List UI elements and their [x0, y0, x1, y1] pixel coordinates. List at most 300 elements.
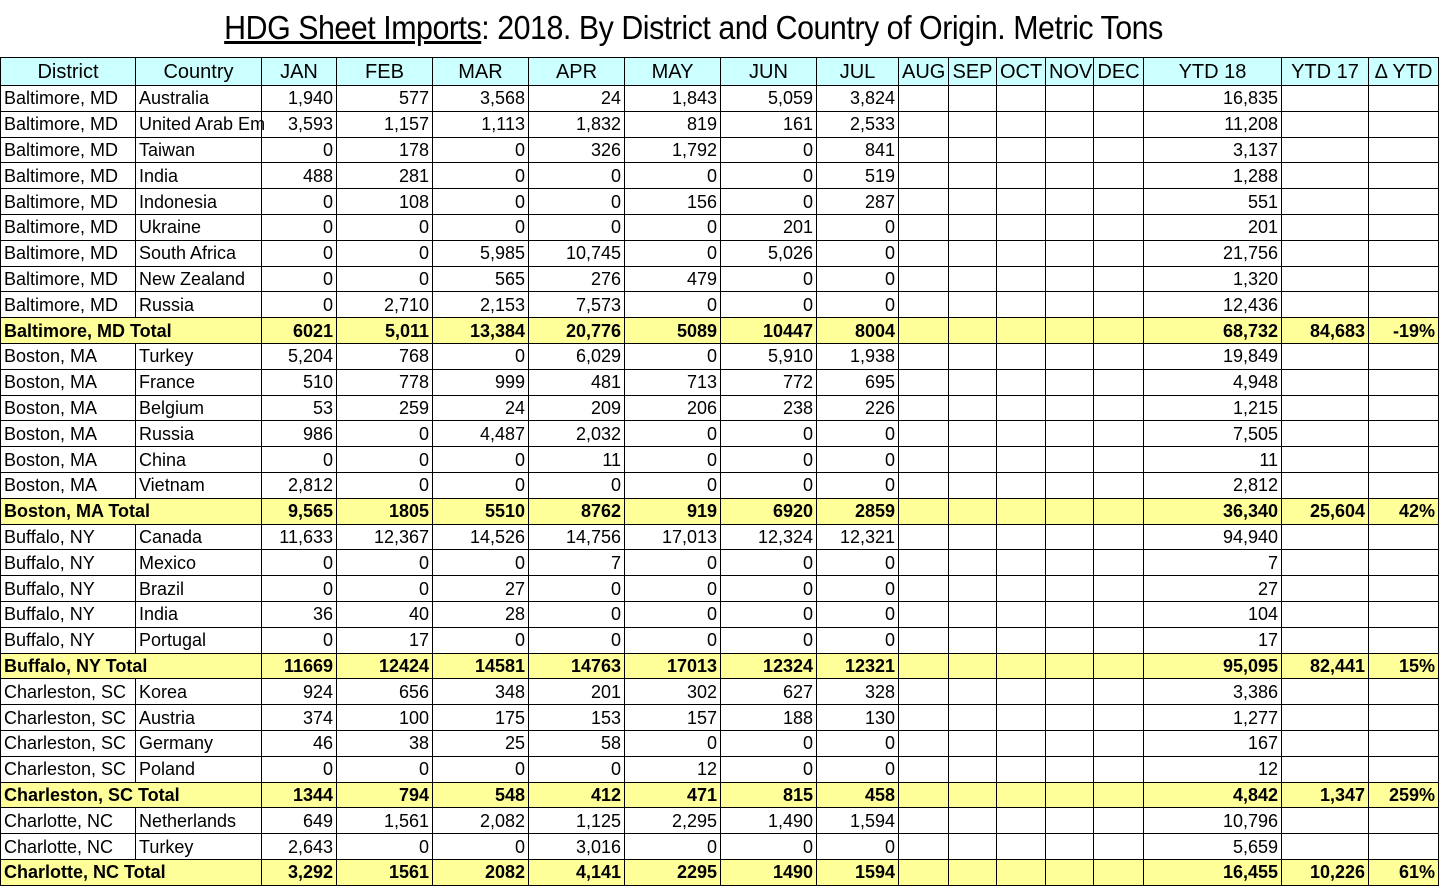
value-cell[interactable]	[899, 627, 949, 653]
value-cell[interactable]: 924	[262, 679, 337, 705]
value-cell[interactable]: 5,204	[262, 343, 337, 369]
value-cell[interactable]: 551	[1144, 189, 1282, 215]
value-cell[interactable]: 565	[433, 266, 529, 292]
value-cell[interactable]: 0	[817, 730, 899, 756]
value-cell[interactable]	[1282, 240, 1369, 266]
value-cell[interactable]: 0	[721, 163, 817, 189]
value-cell[interactable]	[949, 318, 997, 344]
value-cell[interactable]: 0	[625, 343, 721, 369]
value-cell[interactable]	[1094, 86, 1144, 112]
country-cell[interactable]: Germany	[136, 730, 262, 756]
value-cell[interactable]	[997, 189, 1046, 215]
value-cell[interactable]: 0	[433, 343, 529, 369]
value-cell[interactable]: 188	[721, 705, 817, 731]
value-cell[interactable]	[1046, 756, 1094, 782]
value-cell[interactable]: 2,153	[433, 292, 529, 318]
value-cell[interactable]: 1490	[721, 859, 817, 885]
country-cell[interactable]: Taiwan	[136, 137, 262, 163]
value-cell[interactable]: 0	[337, 550, 433, 576]
value-cell[interactable]	[899, 601, 949, 627]
value-cell[interactable]: 0	[529, 627, 625, 653]
value-cell[interactable]	[997, 86, 1046, 112]
value-cell[interactable]	[1094, 834, 1144, 860]
value-cell[interactable]: 695	[817, 369, 899, 395]
value-cell[interactable]	[1369, 576, 1439, 602]
value-cell[interactable]: 0	[262, 137, 337, 163]
value-cell[interactable]: 0	[433, 550, 529, 576]
value-cell[interactable]: 94,940	[1144, 524, 1282, 550]
value-cell[interactable]: 656	[337, 679, 433, 705]
value-cell[interactable]: 348	[433, 679, 529, 705]
value-cell[interactable]: 0	[262, 576, 337, 602]
value-cell[interactable]	[1282, 679, 1369, 705]
value-cell[interactable]: 12424	[337, 653, 433, 679]
value-cell[interactable]	[1094, 859, 1144, 885]
value-cell[interactable]: 104	[1144, 601, 1282, 627]
value-cell[interactable]: 3,824	[817, 86, 899, 112]
value-cell[interactable]: 0	[721, 601, 817, 627]
column-header[interactable]: OCT	[997, 58, 1046, 86]
value-cell[interactable]: 0	[337, 240, 433, 266]
value-cell[interactable]	[1282, 189, 1369, 215]
country-cell[interactable]: New Zealand	[136, 266, 262, 292]
value-cell[interactable]	[1369, 292, 1439, 318]
total-label-cell[interactable]: Baltimore, MD Total	[1, 318, 262, 344]
value-cell[interactable]: 1805	[337, 498, 433, 524]
value-cell[interactable]	[997, 318, 1046, 344]
value-cell[interactable]	[997, 395, 1046, 421]
value-cell[interactable]: 0	[625, 730, 721, 756]
value-cell[interactable]	[1369, 343, 1439, 369]
value-cell[interactable]	[1282, 730, 1369, 756]
value-cell[interactable]: 226	[817, 395, 899, 421]
column-header[interactable]: JUL	[817, 58, 899, 86]
value-cell[interactable]	[949, 705, 997, 731]
total-label-cell[interactable]: Charleston, SC Total	[1, 782, 262, 808]
value-cell[interactable]	[997, 808, 1046, 834]
value-cell[interactable]: 0	[721, 137, 817, 163]
value-cell[interactable]	[1094, 137, 1144, 163]
value-cell[interactable]	[1369, 730, 1439, 756]
value-cell[interactable]	[1094, 576, 1144, 602]
value-cell[interactable]: 5,910	[721, 343, 817, 369]
value-cell[interactable]	[949, 601, 997, 627]
district-cell[interactable]: Charlotte, NC	[1, 808, 136, 834]
value-cell[interactable]: 17013	[625, 653, 721, 679]
value-cell[interactable]	[899, 343, 949, 369]
value-cell[interactable]	[1369, 627, 1439, 653]
value-cell[interactable]: 3,137	[1144, 137, 1282, 163]
value-cell[interactable]	[1094, 421, 1144, 447]
value-cell[interactable]: 21,756	[1144, 240, 1282, 266]
value-cell[interactable]	[997, 524, 1046, 550]
value-cell[interactable]: 0	[337, 447, 433, 473]
value-cell[interactable]	[899, 472, 949, 498]
value-cell[interactable]: 3,593	[262, 111, 337, 137]
value-cell[interactable]: 772	[721, 369, 817, 395]
value-cell[interactable]: 17,013	[625, 524, 721, 550]
value-cell[interactable]: 713	[625, 369, 721, 395]
value-cell[interactable]	[1369, 679, 1439, 705]
value-cell[interactable]: 27	[1144, 576, 1282, 602]
value-cell[interactable]: 12	[625, 756, 721, 782]
value-cell[interactable]	[1046, 447, 1094, 473]
value-cell[interactable]: 2,643	[262, 834, 337, 860]
value-cell[interactable]: 577	[337, 86, 433, 112]
value-cell[interactable]: 12,367	[337, 524, 433, 550]
country-cell[interactable]: Belgium	[136, 395, 262, 421]
value-cell[interactable]: 0	[529, 756, 625, 782]
country-cell[interactable]: Russia	[136, 292, 262, 318]
value-cell[interactable]: 2082	[433, 859, 529, 885]
value-cell[interactable]: 1,938	[817, 343, 899, 369]
value-cell[interactable]	[949, 240, 997, 266]
value-cell[interactable]	[899, 679, 949, 705]
value-cell[interactable]	[1094, 498, 1144, 524]
value-cell[interactable]	[1094, 292, 1144, 318]
value-cell[interactable]	[997, 782, 1046, 808]
value-cell[interactable]: 2,082	[433, 808, 529, 834]
value-cell[interactable]	[899, 550, 949, 576]
value-cell[interactable]	[1282, 447, 1369, 473]
value-cell[interactable]	[1046, 705, 1094, 731]
value-cell[interactable]	[949, 834, 997, 860]
value-cell[interactable]	[1094, 111, 1144, 137]
country-cell[interactable]: Vietnam	[136, 472, 262, 498]
value-cell[interactable]: 0	[625, 240, 721, 266]
value-cell[interactable]: 0	[817, 601, 899, 627]
district-cell[interactable]: Boston, MA	[1, 343, 136, 369]
value-cell[interactable]: 11	[1144, 447, 1282, 473]
value-cell[interactable]	[1369, 756, 1439, 782]
column-header[interactable]: FEB	[337, 58, 433, 86]
value-cell[interactable]	[1046, 266, 1094, 292]
value-cell[interactable]: 1561	[337, 859, 433, 885]
value-cell[interactable]: 0	[529, 576, 625, 602]
value-cell[interactable]	[997, 859, 1046, 885]
value-cell[interactable]: 12321	[817, 653, 899, 679]
column-header[interactable]: AUG	[899, 58, 949, 86]
value-cell[interactable]: 11,633	[262, 524, 337, 550]
value-cell[interactable]: 16,455	[1144, 859, 1282, 885]
value-cell[interactable]: 0	[817, 214, 899, 240]
value-cell[interactable]: 1344	[262, 782, 337, 808]
column-header[interactable]: YTD 18	[1144, 58, 1282, 86]
value-cell[interactable]	[899, 576, 949, 602]
value-cell[interactable]	[1046, 343, 1094, 369]
column-header[interactable]: SEP	[949, 58, 997, 86]
country-cell[interactable]: Mexico	[136, 550, 262, 576]
value-cell[interactable]	[1094, 472, 1144, 498]
value-cell[interactable]	[1046, 292, 1094, 318]
value-cell[interactable]	[997, 834, 1046, 860]
value-cell[interactable]: 999	[433, 369, 529, 395]
value-cell[interactable]	[997, 240, 1046, 266]
value-cell[interactable]	[1282, 705, 1369, 731]
district-cell[interactable]: Baltimore, MD	[1, 266, 136, 292]
value-cell[interactable]: 201	[721, 214, 817, 240]
value-cell[interactable]: 0	[817, 550, 899, 576]
value-cell[interactable]	[949, 627, 997, 653]
value-cell[interactable]: 0	[262, 240, 337, 266]
district-cell[interactable]: Boston, MA	[1, 395, 136, 421]
value-cell[interactable]: 5,985	[433, 240, 529, 266]
value-cell[interactable]: 0	[817, 834, 899, 860]
value-cell[interactable]: 0	[433, 472, 529, 498]
value-cell[interactable]	[1369, 447, 1439, 473]
value-cell[interactable]: 7,505	[1144, 421, 1282, 447]
value-cell[interactable]	[1094, 730, 1144, 756]
value-cell[interactable]: 0	[625, 601, 721, 627]
value-cell[interactable]	[1094, 808, 1144, 834]
value-cell[interactable]: 5,011	[337, 318, 433, 344]
value-cell[interactable]	[899, 447, 949, 473]
value-cell[interactable]: 7	[529, 550, 625, 576]
value-cell[interactable]	[1282, 369, 1369, 395]
column-header[interactable]: YTD 17	[1282, 58, 1369, 86]
value-cell[interactable]: 12	[1144, 756, 1282, 782]
value-cell[interactable]: 0	[433, 163, 529, 189]
value-cell[interactable]: 0	[337, 834, 433, 860]
value-cell[interactable]	[1282, 834, 1369, 860]
value-cell[interactable]	[949, 163, 997, 189]
value-cell[interactable]: 0	[625, 292, 721, 318]
value-cell[interactable]: 1,277	[1144, 705, 1282, 731]
value-cell[interactable]: 12,436	[1144, 292, 1282, 318]
value-cell[interactable]	[899, 498, 949, 524]
value-cell[interactable]	[949, 730, 997, 756]
value-cell[interactable]	[1282, 86, 1369, 112]
value-cell[interactable]: 14581	[433, 653, 529, 679]
value-cell[interactable]	[1369, 240, 1439, 266]
value-cell[interactable]: 206	[625, 395, 721, 421]
column-header[interactable]: Δ YTD	[1369, 58, 1439, 86]
district-cell[interactable]: Charlotte, NC	[1, 834, 136, 860]
value-cell[interactable]: 0	[337, 576, 433, 602]
value-cell[interactable]	[1282, 756, 1369, 782]
value-cell[interactable]	[899, 395, 949, 421]
value-cell[interactable]	[1046, 601, 1094, 627]
value-cell[interactable]: 13,384	[433, 318, 529, 344]
value-cell[interactable]: 0	[433, 214, 529, 240]
value-cell[interactable]: 68,732	[1144, 318, 1282, 344]
value-cell[interactable]: 0	[721, 627, 817, 653]
value-cell[interactable]: 100	[337, 705, 433, 731]
value-cell[interactable]: 1,490	[721, 808, 817, 834]
value-cell[interactable]	[1282, 576, 1369, 602]
value-cell[interactable]: 0	[817, 576, 899, 602]
value-cell[interactable]: 0	[625, 214, 721, 240]
value-cell[interactable]	[1369, 524, 1439, 550]
value-cell[interactable]: 458	[817, 782, 899, 808]
value-cell[interactable]: 519	[817, 163, 899, 189]
value-cell[interactable]: 7,573	[529, 292, 625, 318]
value-cell[interactable]	[1094, 679, 1144, 705]
value-cell[interactable]	[949, 808, 997, 834]
value-cell[interactable]: 0	[433, 189, 529, 215]
value-cell[interactable]: 25	[433, 730, 529, 756]
country-cell[interactable]: Portugal	[136, 627, 262, 653]
value-cell[interactable]	[997, 137, 1046, 163]
value-cell[interactable]: 0	[433, 627, 529, 653]
value-cell[interactable]	[1282, 343, 1369, 369]
value-cell[interactable]	[949, 576, 997, 602]
district-cell[interactable]: Charleston, SC	[1, 730, 136, 756]
value-cell[interactable]: 0	[262, 627, 337, 653]
value-cell[interactable]: 841	[817, 137, 899, 163]
value-cell[interactable]	[949, 550, 997, 576]
value-cell[interactable]: 412	[529, 782, 625, 808]
value-cell[interactable]: 0	[625, 550, 721, 576]
value-cell[interactable]: 8004	[817, 318, 899, 344]
value-cell[interactable]: 4,141	[529, 859, 625, 885]
value-cell[interactable]: 20,776	[529, 318, 625, 344]
value-cell[interactable]: 302	[625, 679, 721, 705]
value-cell[interactable]: 276	[529, 266, 625, 292]
value-cell[interactable]	[997, 730, 1046, 756]
country-cell[interactable]: Netherlands	[136, 808, 262, 834]
value-cell[interactable]: 161	[721, 111, 817, 137]
value-cell[interactable]: 2,533	[817, 111, 899, 137]
value-cell[interactable]	[899, 318, 949, 344]
value-cell[interactable]: 36,340	[1144, 498, 1282, 524]
district-cell[interactable]: Baltimore, MD	[1, 163, 136, 189]
value-cell[interactable]: 778	[337, 369, 433, 395]
value-cell[interactable]: 175	[433, 705, 529, 731]
value-cell[interactable]: 42%	[1369, 498, 1439, 524]
value-cell[interactable]: 0	[721, 550, 817, 576]
district-cell[interactable]: Boston, MA	[1, 472, 136, 498]
value-cell[interactable]: 25,604	[1282, 498, 1369, 524]
value-cell[interactable]: 0	[262, 214, 337, 240]
value-cell[interactable]	[899, 756, 949, 782]
value-cell[interactable]: 2,812	[262, 472, 337, 498]
value-cell[interactable]	[1369, 86, 1439, 112]
value-cell[interactable]: 14763	[529, 653, 625, 679]
value-cell[interactable]: -19%	[1369, 318, 1439, 344]
value-cell[interactable]	[1046, 395, 1094, 421]
district-cell[interactable]: Buffalo, NY	[1, 550, 136, 576]
value-cell[interactable]: 0	[262, 266, 337, 292]
country-cell[interactable]: Brazil	[136, 576, 262, 602]
value-cell[interactable]: 12,324	[721, 524, 817, 550]
value-cell[interactable]: 38	[337, 730, 433, 756]
value-cell[interactable]: 6920	[721, 498, 817, 524]
value-cell[interactable]: 0	[529, 163, 625, 189]
country-cell[interactable]: Turkey	[136, 343, 262, 369]
value-cell[interactable]	[1094, 240, 1144, 266]
value-cell[interactable]	[899, 730, 949, 756]
value-cell[interactable]: 58	[529, 730, 625, 756]
value-cell[interactable]	[1094, 214, 1144, 240]
value-cell[interactable]: 627	[721, 679, 817, 705]
value-cell[interactable]: 2,032	[529, 421, 625, 447]
value-cell[interactable]	[1094, 756, 1144, 782]
column-header[interactable]: Country	[136, 58, 262, 86]
value-cell[interactable]	[949, 472, 997, 498]
column-header[interactable]: NOV	[1046, 58, 1094, 86]
column-header[interactable]: JAN	[262, 58, 337, 86]
value-cell[interactable]	[1369, 137, 1439, 163]
value-cell[interactable]	[949, 86, 997, 112]
value-cell[interactable]	[899, 859, 949, 885]
value-cell[interactable]	[1046, 86, 1094, 112]
value-cell[interactable]	[1094, 627, 1144, 653]
value-cell[interactable]	[949, 137, 997, 163]
value-cell[interactable]: 5,059	[721, 86, 817, 112]
district-cell[interactable]: Boston, MA	[1, 447, 136, 473]
value-cell[interactable]: 157	[625, 705, 721, 731]
value-cell[interactable]: 0	[262, 550, 337, 576]
value-cell[interactable]: 6,029	[529, 343, 625, 369]
value-cell[interactable]	[1369, 421, 1439, 447]
value-cell[interactable]: 815	[721, 782, 817, 808]
value-cell[interactable]: 0	[337, 214, 433, 240]
value-cell[interactable]	[1046, 524, 1094, 550]
country-cell[interactable]: Korea	[136, 679, 262, 705]
value-cell[interactable]	[1282, 421, 1369, 447]
value-cell[interactable]: 2859	[817, 498, 899, 524]
value-cell[interactable]: 11	[529, 447, 625, 473]
value-cell[interactable]	[997, 627, 1046, 653]
value-cell[interactable]: 2295	[625, 859, 721, 885]
country-cell[interactable]: India	[136, 163, 262, 189]
country-cell[interactable]: Austria	[136, 705, 262, 731]
value-cell[interactable]: 10,226	[1282, 859, 1369, 885]
value-cell[interactable]	[997, 679, 1046, 705]
value-cell[interactable]: 0	[817, 447, 899, 473]
value-cell[interactable]: 0	[817, 292, 899, 318]
value-cell[interactable]: 0	[721, 266, 817, 292]
value-cell[interactable]: 0	[625, 421, 721, 447]
value-cell[interactable]: 0	[721, 730, 817, 756]
value-cell[interactable]: 12324	[721, 653, 817, 679]
value-cell[interactable]	[949, 189, 997, 215]
value-cell[interactable]	[997, 214, 1046, 240]
value-cell[interactable]	[1282, 627, 1369, 653]
value-cell[interactable]: 0	[262, 292, 337, 318]
value-cell[interactable]: 10,745	[529, 240, 625, 266]
value-cell[interactable]	[1094, 524, 1144, 550]
value-cell[interactable]: 11669	[262, 653, 337, 679]
value-cell[interactable]	[899, 808, 949, 834]
value-cell[interactable]: 794	[337, 782, 433, 808]
value-cell[interactable]	[1369, 550, 1439, 576]
value-cell[interactable]: 919	[625, 498, 721, 524]
value-cell[interactable]: 1,347	[1282, 782, 1369, 808]
value-cell[interactable]: 0	[721, 421, 817, 447]
value-cell[interactable]	[1369, 705, 1439, 731]
value-cell[interactable]: 0	[625, 163, 721, 189]
value-cell[interactable]: 27	[433, 576, 529, 602]
value-cell[interactable]	[1046, 653, 1094, 679]
value-cell[interactable]	[1094, 318, 1144, 344]
value-cell[interactable]: 201	[529, 679, 625, 705]
value-cell[interactable]	[1046, 834, 1094, 860]
value-cell[interactable]: 0	[433, 137, 529, 163]
value-cell[interactable]: 7	[1144, 550, 1282, 576]
value-cell[interactable]: 1,561	[337, 808, 433, 834]
value-cell[interactable]	[1094, 782, 1144, 808]
value-cell[interactable]: 328	[817, 679, 899, 705]
value-cell[interactable]	[1046, 730, 1094, 756]
value-cell[interactable]: 281	[337, 163, 433, 189]
value-cell[interactable]	[949, 447, 997, 473]
value-cell[interactable]: 82,441	[1282, 653, 1369, 679]
country-cell[interactable]: Australia	[136, 86, 262, 112]
value-cell[interactable]	[1369, 266, 1439, 292]
value-cell[interactable]	[1369, 472, 1439, 498]
